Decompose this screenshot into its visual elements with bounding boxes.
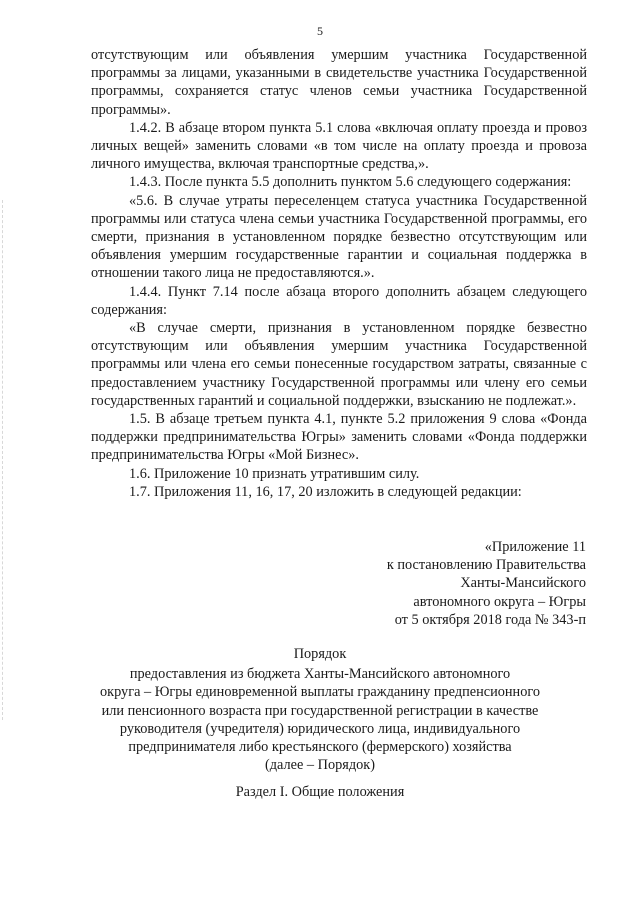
appendix-header [286,538,586,629]
paragraph: 1.5. В абзаце третьем пункта 4.1, пункте 5.2 приложения 9 слова «Фонда поддержки предпринимательства Югры» заменить словами «Фонда поддержки предпринимательства Югры «Мой Бизнес». [91,411,587,464]
paragraph: «5.6. В случае утраты переселенцем статуса участника Государственной программы или статуса члена семьи участника Государственной программы, его смерти, признания в установленном порядке безвестно отсутствующим или объявления умершим государственные гарантии и социальная поддержка в отношении такого лица не предоставляются.». [91,192,587,282]
title-line: или пенсионного возраста при государственной регистрации в качестве [101,702,539,719]
page-number: 5 [317,24,323,38]
appendix-line: автономного округа – Югры [413,593,586,610]
paragraph: 1.4.2. В абзаце втором пункта 5.1 слова «включая оплату проезда и провоз личных вещей» заменить словами «в том числе на оплату проезда и провоза личного имущества, включая транспортные средства,». [91,119,587,173]
scan-edge-mark [2,200,4,720]
document-title [60,645,580,774]
title-line: округа – Югры единовременной выплаты гражданину предпенсионного [100,684,540,701]
paragraph: 1.7. Приложения 11, 16, 17, 20 изложить в следующей редакции: [129,483,522,500]
paragraph: «В случае смерти, признания в установленном порядке безвестно отсутствующим или объявления умершим участника Государственной программы или члена его семьи понесенные государством затраты, связанные с предоставлением участнику Государственной программы или члену его семьи государственных гарантий и социальной поддержки, взысканию не подлежат.». [91,320,587,409]
paragraph: 1.4.4. Пункт 7.14 после абзаца второго дополнить абзацем следующего содержания: [91,283,587,318]
title-line: предоставления из бюджета Ханты-Мансийского автономного [129,666,511,683]
paragraph: отсутствующим или объявления умершим участника Государственной программы за лицами, указанными в свидетельстве участника Государственной программы, сохраняется статус членов семьи участника Государственной программы». [91,47,587,118]
paragraph: 1.4.3. После пункта 5.5 дополнить пунктом 5.6 следующего содержания: [129,174,572,191]
appendix-line: Ханты-Мансийского [460,575,586,592]
title-main: Порядок [293,646,347,662]
appendix-line: от 5 октября 2018 года № 343-п [394,611,586,628]
appendix-line: к постановлению Правительства [386,557,586,574]
paragraph: 1.6. Приложение 10 признать утратившим силу. [129,465,420,482]
title-line: руководителя (учредителя) юридического лица, индивидуального [119,720,521,737]
section-heading: Раздел I. Общие положения [235,784,405,800]
title-line: (далее – Порядок) [265,757,375,774]
body-text [91,46,587,501]
appendix-line: «Приложение 11 [484,539,586,555]
title-line: предпринимателя либо крестьянского (фермерского) хозяйства [128,739,512,756]
